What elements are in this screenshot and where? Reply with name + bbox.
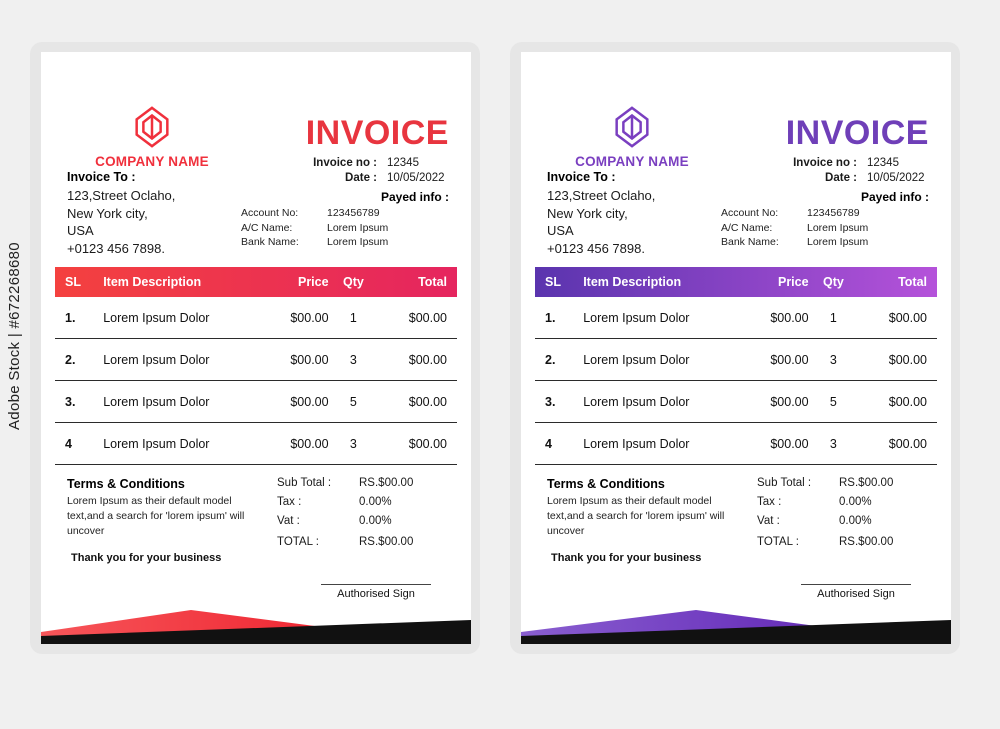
column-header-description: Item Description [103,275,202,289]
footer-wave-red [41,596,471,644]
cell-price: $00.00 [770,352,809,367]
invoice-title-red: INVOICE [305,114,449,152]
total-value: 0.00% [839,496,872,508]
invoice-red [41,52,471,644]
meta-row [709,157,929,169]
total-label: Tax : [757,496,782,508]
table-row [55,297,457,339]
signature-line-red: Authorised Sign [321,584,431,600]
bill-to-line: USA [547,223,574,239]
total-label: Sub Total : [757,477,812,489]
column-header-qty: Qty [342,275,364,289]
cell-price: $00.00 [770,310,809,325]
payed-info-label: Account No: [241,207,299,219]
meta-label: Date : [825,172,857,184]
total-label: Sub Total : [277,477,332,489]
cell-description: Lorem Ipsum Dolor [583,310,690,325]
column-header-qty: Qty [822,275,844,289]
meta-label: Invoice no : [793,157,857,169]
table-row [55,339,457,381]
thanks-note-red: Thank you for your business [71,552,222,564]
total-value: 0.00% [359,496,392,508]
total-row [277,515,447,527]
brand-block-red [67,104,237,169]
cell-sl: 3. [65,394,76,409]
terms-title: Terms & Conditions [67,477,185,491]
bill-to-line: +0123 456 7898. [547,240,645,256]
items-table-purple [535,267,937,465]
invoice-title-purple: INVOICE [785,114,929,152]
cell-price: $00.00 [770,394,809,409]
cell-qty: 5 [349,394,357,409]
thanks-note-purple: Thank you for your business [551,552,702,564]
cell-total: $00.00 [888,310,927,325]
cell-sl: 1. [545,310,556,325]
payed-info-value: Lorem Ipsum [327,236,389,248]
cell-sl: 4 [65,436,72,451]
cell-sl: 3. [545,394,556,409]
column-header-total: Total [418,275,447,289]
table-header [535,267,937,297]
total-value: 0.00% [359,515,392,527]
grand-total-value: RS.$00.00 [359,536,414,548]
terms-block-purple [547,477,747,540]
total-value: 0.00% [839,515,872,527]
totals-block-red [277,477,447,555]
payed-info-value: Lorem Ipsum [807,221,869,234]
cell-sl: 2. [65,352,76,367]
cell-sl: 4 [545,436,552,451]
terms-title: Terms & Conditions [547,477,665,491]
invoice-purple [521,52,951,644]
column-header-description: Item Description [583,275,682,289]
column-header-total: Total [898,275,927,289]
bill-to-line: 123,Street Oclaho, [547,188,656,203]
meta-value: 10/05/2022 [387,172,445,184]
grand-total-row [277,536,447,548]
grand-total-label: TOTAL : [757,536,799,548]
payed-info-value: Lorem Ipsum [807,236,869,248]
items-table-red [55,267,457,465]
total-label: Vat : [277,515,300,527]
total-label: Tax : [277,496,302,508]
payed-info-label: Bank Name: [241,236,299,248]
cell-qty: 3 [349,436,357,451]
bill-to-purple [547,170,757,257]
table-row [55,423,457,465]
payed-info-title: Payed info : [860,190,929,204]
cell-total: $00.00 [888,394,927,409]
total-value: RS.$00.00 [839,477,894,489]
cell-price: $00.00 [290,436,329,451]
cell-qty: 3 [829,436,837,451]
cell-description: Lorem Ipsum Dolor [583,394,690,409]
cell-total: $00.00 [888,352,927,367]
cell-price: $00.00 [770,436,809,451]
meta-label: Date : [345,172,377,184]
cell-total: $00.00 [408,394,447,409]
cell-qty: 1 [349,310,357,325]
bill-to-line: +0123 456 7898. [67,240,165,256]
cell-price: $00.00 [290,394,329,409]
payed-info-title: Payed info : [380,190,449,204]
cell-description: Lorem Ipsum Dolor [583,436,690,451]
cell-description: Lorem Ipsum Dolor [583,352,690,367]
company-logo-icon [609,104,655,150]
meta-value: 12345 [387,157,419,169]
meta-label: Invoice no : [313,157,377,169]
meta-value: 10/05/2022 [867,172,925,184]
column-header-price: Price [297,275,329,289]
company-name-purple: COMPANY NAME [575,154,689,169]
payed-info-value: 123456789 [327,207,380,219]
cell-total: $00.00 [408,436,447,451]
terms-block-red [67,477,267,540]
meta-value: 12345 [867,157,899,169]
cell-description: Lorem Ipsum Dolor [103,394,210,409]
cell-qty: 3 [829,352,837,367]
column-header-sl: SL [65,275,81,289]
stock-watermark: Adobe Stock | #672268680 [6,242,23,430]
payed-info-label: Bank Name: [721,236,779,248]
bill-to-title: Invoice To : [547,170,616,184]
total-row [277,477,447,489]
terms-body: Lorem Ipsum as their default model text,and a search for 'lorem ipsum' will uncover [67,495,245,538]
cell-total: $00.00 [888,436,927,451]
cell-description: Lorem Ipsum Dolor [103,436,210,451]
cell-qty: 5 [829,394,837,409]
table-row [535,339,937,381]
bill-to-red [67,170,277,257]
total-row [757,496,927,508]
cell-qty: 1 [829,310,837,325]
payed-info-value: 123456789 [807,207,860,219]
column-header-price: Price [777,275,809,289]
cell-description: Lorem Ipsum Dolor [103,352,210,367]
table-row [535,297,937,339]
bill-to-line: New York city, [67,205,148,221]
grand-total-value: RS.$00.00 [839,536,894,548]
cell-sl: 2. [545,352,556,367]
total-row [277,496,447,508]
cell-price: $00.00 [290,310,329,325]
table-row [535,381,937,423]
company-name-red: COMPANY NAME [95,154,209,169]
bill-to-title: Invoice To : [67,170,136,184]
payed-info-label: Account No: [721,207,779,219]
footer-wave-purple [521,596,951,644]
cell-price: $00.00 [290,352,329,367]
column-header-sl: SL [545,275,561,289]
cell-total: $00.00 [408,310,447,325]
cell-description: Lorem Ipsum Dolor [103,310,210,325]
table-row [55,381,457,423]
cell-qty: 3 [349,352,357,367]
totals-block-purple [757,477,927,555]
signature-line-purple: Authorised Sign [801,584,911,600]
payed-info-label: A/C Name: [721,221,773,234]
bill-to-line: USA [67,223,94,239]
cell-sl: 1. [65,310,76,325]
table-header [55,267,457,297]
total-row [757,515,927,527]
bill-to-line: 123,Street Oclaho, [67,188,176,203]
total-row [757,477,927,489]
brand-block-purple [547,104,717,169]
cell-total: $00.00 [408,352,447,367]
grand-total-label: TOTAL : [277,536,319,548]
payed-info-value: Lorem Ipsum [327,221,389,234]
company-logo-icon [129,104,175,150]
total-label: Vat : [757,515,780,527]
grand-total-row [757,536,927,548]
meta-row [229,157,449,169]
total-value: RS.$00.00 [359,477,414,489]
payed-info-label: A/C Name: [241,221,293,234]
table-row [535,423,937,465]
terms-body: Lorem Ipsum as their default model text,and a search for 'lorem ipsum' will uncover [547,495,725,538]
bill-to-line: New York city, [547,205,628,221]
